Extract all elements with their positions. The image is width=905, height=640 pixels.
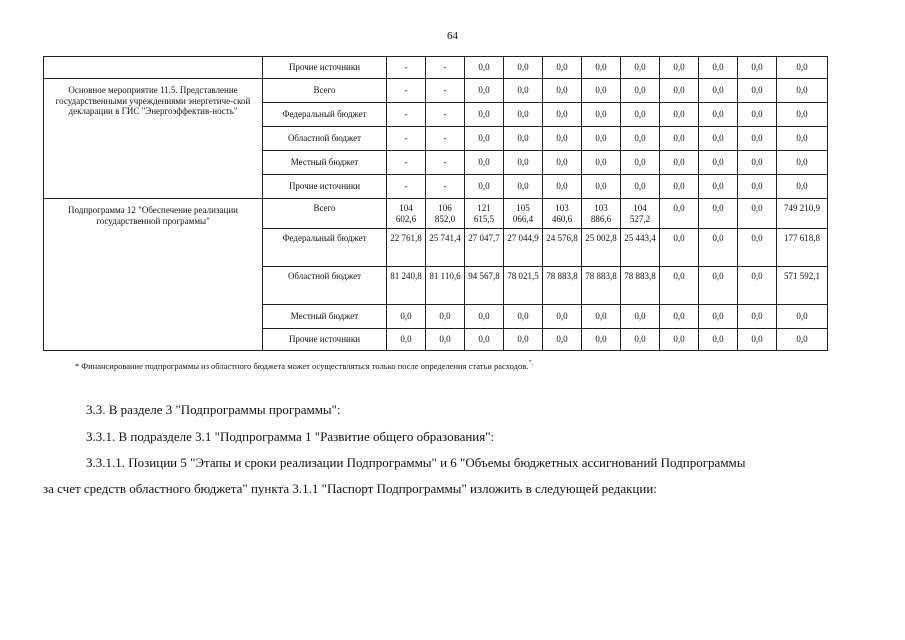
value-cell: 0,0 (699, 57, 738, 79)
value-cell: 0,0 (660, 79, 699, 103)
value-cell: 0,0 (621, 329, 660, 351)
value-cell: 0,0 (699, 79, 738, 103)
footnote-tail: ". (528, 359, 533, 367)
value-cell: 0,0 (777, 329, 828, 351)
value-cell: 0,0 (465, 127, 504, 151)
value-cell: 25 002,8 (582, 229, 621, 267)
value-cell: 0,0 (738, 329, 777, 351)
value-cell: 0,0 (738, 57, 777, 79)
value-cell: 0,0 (621, 127, 660, 151)
value-cell: 0,0 (777, 151, 828, 175)
value-cell: 106 852,0 (426, 199, 465, 229)
value-cell: 78 883,8 (621, 267, 660, 305)
value-cell: 22 761,8 (387, 229, 426, 267)
value-cell: 103 460,6 (543, 199, 582, 229)
value-cell: 0,0 (504, 175, 543, 199)
value-cell: 0,0 (777, 175, 828, 199)
value-cell: 0,0 (699, 305, 738, 329)
value-cell: 0,0 (582, 175, 621, 199)
value-cell: - (426, 175, 465, 199)
value-cell: 0,0 (465, 329, 504, 351)
value-cell: 78 883,8 (543, 267, 582, 305)
value-cell: 0,0 (387, 305, 426, 329)
value-cell: 0,0 (504, 329, 543, 351)
footnote (75, 359, 533, 371)
value-cell: - (426, 151, 465, 175)
value-cell: 0,0 (660, 267, 699, 305)
value-cell: 0,0 (543, 127, 582, 151)
value-cell: 0,0 (660, 229, 699, 267)
value-cell: 0,0 (699, 151, 738, 175)
value-cell: 0,0 (699, 175, 738, 199)
value-cell: 24 576,8 (543, 229, 582, 267)
value-cell: 25 741,4 (426, 229, 465, 267)
page-number: 64 (447, 30, 458, 42)
value-cell: 0,0 (582, 305, 621, 329)
funding-source-cell: Прочие источники (263, 329, 387, 351)
value-cell: 0,0 (738, 229, 777, 267)
value-cell: 0,0 (426, 305, 465, 329)
value-cell: 0,0 (504, 127, 543, 151)
value-cell: 0,0 (660, 103, 699, 127)
table-row (44, 79, 828, 103)
value-cell: 0,0 (699, 229, 738, 267)
value-cell: - (387, 57, 426, 79)
value-cell: 0,0 (543, 151, 582, 175)
value-cell: 0,0 (465, 175, 504, 199)
value-cell: 0,0 (660, 57, 699, 79)
value-cell: 0,0 (738, 305, 777, 329)
value-cell: 104 527,2 (621, 199, 660, 229)
funding-source-cell: Местный бюджет (263, 305, 387, 329)
program-description-cell (44, 57, 263, 79)
value-cell: 0,0 (660, 329, 699, 351)
value-cell: 0,0 (621, 103, 660, 127)
value-cell: 78 021,5 (504, 267, 543, 305)
value-cell: 81 240,8 (387, 267, 426, 305)
funding-source-cell: Всего (263, 199, 387, 229)
value-cell: 0,0 (582, 127, 621, 151)
value-cell: 0,0 (699, 127, 738, 151)
funding-source-cell: Федеральный бюджет (263, 229, 387, 267)
funding-source-cell: Федеральный бюджет (263, 103, 387, 127)
paragraph-item-3-3-1-1: 3.3.1.1. Позиции 5 "Этапы и сроки реализации Подпрограммы" и 6 "Объемы бюджетных ассигнований Подпрограммы (86, 455, 746, 470)
value-cell: 121 615,5 (465, 199, 504, 229)
value-cell: - (426, 127, 465, 151)
value-cell: 0,0 (543, 329, 582, 351)
value-cell: 0,0 (777, 127, 828, 151)
value-cell: 0,0 (621, 305, 660, 329)
value-cell: 0,0 (777, 305, 828, 329)
funding-source-cell: Прочие источники (263, 57, 387, 79)
value-cell: 0,0 (660, 199, 699, 229)
value-cell: 0,0 (504, 79, 543, 103)
value-cell: 0,0 (699, 199, 738, 229)
value-cell: - (426, 103, 465, 127)
financing-table (43, 56, 828, 351)
value-cell: 0,0 (660, 127, 699, 151)
value-cell: 0,0 (777, 79, 828, 103)
value-cell: 27 044,9 (504, 229, 543, 267)
value-cell: 81 110,6 (426, 267, 465, 305)
funding-source-cell: Прочие источники (263, 175, 387, 199)
value-cell: 0,0 (621, 151, 660, 175)
value-cell: 0,0 (621, 79, 660, 103)
value-cell: 0,0 (660, 151, 699, 175)
value-cell: 0,0 (543, 175, 582, 199)
value-cell: 0,0 (465, 79, 504, 103)
program-description-cell: Основное мероприятие 11.5. Представление государственными учреждениями энергетиче-ской декларации в ГИС "Энергоэффектив-ность" (44, 79, 263, 199)
value-cell: 27 047,7 (465, 229, 504, 267)
funding-source-cell: Областной бюджет (263, 127, 387, 151)
value-cell: - (387, 175, 426, 199)
value-cell: - (426, 57, 465, 79)
value-cell: 0,0 (699, 103, 738, 127)
value-cell: 0,0 (777, 57, 828, 79)
program-description-cell: Подпрограмма 12 "Обеспечение реализации государственной программы" (44, 199, 263, 351)
paragraph-subsection-3-1: 3.3.1. В подразделе 3.1 "Подпрограмма 1 "Развитие общего образования": (86, 429, 495, 444)
value-cell: 0,0 (738, 127, 777, 151)
value-cell: 0,0 (543, 79, 582, 103)
value-cell: 0,0 (738, 199, 777, 229)
value-cell: 0,0 (738, 267, 777, 305)
value-cell: 0,0 (504, 103, 543, 127)
value-cell: 0,0 (738, 175, 777, 199)
value-cell: - (387, 103, 426, 127)
value-cell: 0,0 (504, 305, 543, 329)
funding-source-cell: Всего (263, 79, 387, 103)
value-cell: 177 618,8 (777, 229, 828, 267)
value-cell: 0,0 (465, 57, 504, 79)
funding-source-cell: Местный бюджет (263, 151, 387, 175)
value-cell: 0,0 (660, 175, 699, 199)
value-cell: 0,0 (660, 305, 699, 329)
funding-source-cell: Областной бюджет (263, 267, 387, 305)
value-cell: 0,0 (738, 79, 777, 103)
value-cell: 0,0 (582, 79, 621, 103)
value-cell: 0,0 (504, 57, 543, 79)
value-cell: - (387, 151, 426, 175)
value-cell: 0,0 (426, 329, 465, 351)
value-cell: 0,0 (543, 57, 582, 79)
value-cell: 0,0 (582, 57, 621, 79)
value-cell: 0,0 (465, 305, 504, 329)
value-cell: 0,0 (738, 151, 777, 175)
value-cell: - (387, 127, 426, 151)
value-cell: 103 886,6 (582, 199, 621, 229)
value-cell: 105 066,4 (504, 199, 543, 229)
value-cell: 0,0 (621, 175, 660, 199)
value-cell: - (426, 79, 465, 103)
value-cell: 0,0 (465, 151, 504, 175)
paragraph-section-3: 3.3. В разделе 3 "Подпрограммы программы": (86, 402, 341, 417)
value-cell: 78 883,8 (582, 267, 621, 305)
value-cell: 0,0 (777, 103, 828, 127)
value-cell: 94 567,8 (465, 267, 504, 305)
value-cell: 571 592,1 (777, 267, 828, 305)
value-cell: 0,0 (582, 151, 621, 175)
value-cell: 0,0 (543, 103, 582, 127)
value-cell: 25 443,4 (621, 229, 660, 267)
value-cell: 0,0 (465, 103, 504, 127)
value-cell: 0,0 (699, 267, 738, 305)
value-cell: 0,0 (582, 329, 621, 351)
value-cell: - (387, 79, 426, 103)
value-cell: 104 602,6 (387, 199, 426, 229)
table-row (44, 57, 828, 79)
value-cell: 0,0 (504, 151, 543, 175)
value-cell: 0,0 (582, 103, 621, 127)
value-cell: 0,0 (543, 305, 582, 329)
value-cell: 0,0 (738, 103, 777, 127)
value-cell: 0,0 (387, 329, 426, 351)
table-row (44, 199, 828, 229)
value-cell: 0,0 (621, 57, 660, 79)
paragraph-item-3-3-1-1-cont: за счет средств областного бюджета" пункта 3.1.1 "Паспорт Подпрограммы" изложить в следующей редакции: (43, 481, 657, 496)
footnote-text: * Финансирование подпрограммы из областного бюджета может осуществляться только после определения статьи расходов. (75, 360, 529, 371)
value-cell: 749 210,9 (777, 199, 828, 229)
value-cell: 0,0 (699, 329, 738, 351)
